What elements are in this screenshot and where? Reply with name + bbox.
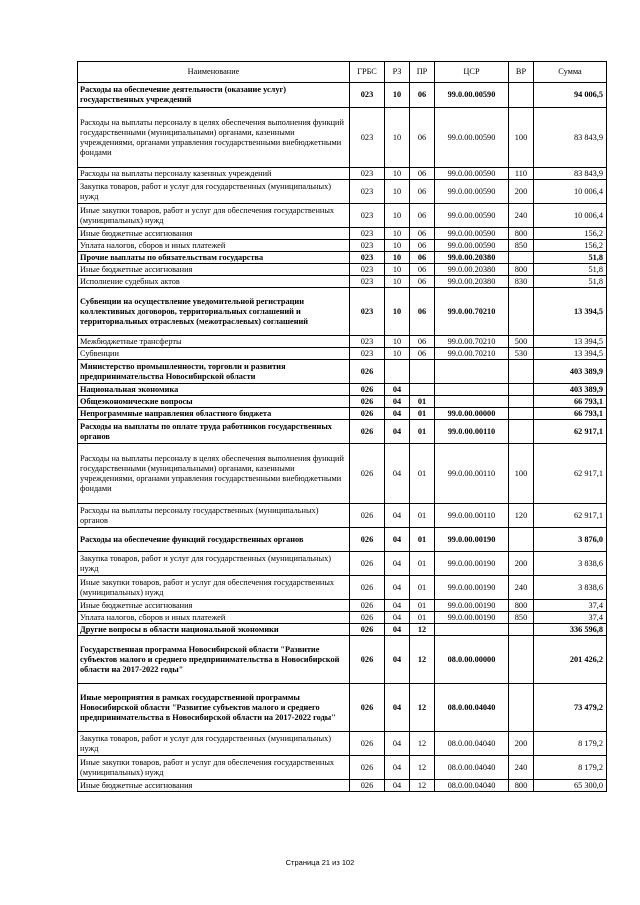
cell-pr: 01 (410, 408, 435, 420)
cell-grbs: 026 (350, 528, 385, 552)
cell-name: Расходы на обеспечение функций государственных органов (78, 528, 350, 552)
cell-sum: 403 389,9 (534, 384, 607, 396)
cell-grbs: 023 (350, 264, 385, 276)
cell-csr: 08.0.00.04040 (435, 732, 509, 756)
cell-sum: 156,2 (534, 240, 607, 252)
cell-sum: 51,8 (534, 276, 607, 288)
cell-rz: 04 (385, 504, 410, 528)
cell-vr: 800 (509, 600, 534, 612)
cell-sum: 8 179,2 (534, 756, 607, 780)
cell-sum: 10 006,4 (534, 204, 607, 228)
table-row (78, 168, 607, 180)
cell-rz: 04 (385, 684, 410, 732)
budget-table-container (77, 61, 606, 792)
cell-rz: 04 (385, 444, 410, 504)
cell-pr: 06 (410, 288, 435, 336)
budget-table (77, 61, 607, 792)
table-row (78, 684, 607, 732)
cell-rz: 10 (385, 288, 410, 336)
cell-rz (385, 360, 410, 384)
cell-vr: 800 (509, 264, 534, 276)
cell-rz: 10 (385, 83, 410, 108)
cell-grbs: 023 (350, 240, 385, 252)
cell-pr: 06 (410, 252, 435, 264)
cell-csr: 99.0.00.00590 (435, 83, 509, 108)
cell-csr: 99.0.00.00590 (435, 204, 509, 228)
cell-csr: 99.0.00.20380 (435, 252, 509, 264)
table-row (78, 204, 607, 228)
cell-csr: 99.0.00.20380 (435, 264, 509, 276)
cell-rz: 04 (385, 420, 410, 444)
cell-vr: 850 (509, 240, 534, 252)
cell-name: Общеэкономические вопросы (78, 396, 350, 408)
cell-csr: 99.0.00.70210 (435, 288, 509, 336)
table-row (78, 360, 607, 384)
cell-pr: 01 (410, 612, 435, 624)
table-row (78, 288, 607, 336)
cell-sum: 3 876,0 (534, 528, 607, 552)
cell-name: Национальная экономика (78, 384, 350, 396)
cell-vr: 240 (509, 756, 534, 780)
cell-name: Уплата налогов, сборов и иных платежей (78, 612, 350, 624)
cell-vr (509, 288, 534, 336)
cell-name: Иные закупки товаров, работ и услуг для обеспечения государственных (муниципальных) нужд (78, 576, 350, 600)
cell-rz: 10 (385, 168, 410, 180)
table-row (78, 264, 607, 276)
cell-grbs: 026 (350, 396, 385, 408)
table-row (78, 504, 607, 528)
table-body (78, 83, 607, 792)
cell-name: Закупка товаров, работ и услуг для государственных (муниципальных) нужд (78, 552, 350, 576)
cell-pr: 06 (410, 336, 435, 348)
cell-name: Уплата налогов, сборов и иных платежей (78, 240, 350, 252)
cell-vr: 800 (509, 780, 534, 792)
cell-csr: 99.0.00.70210 (435, 348, 509, 360)
table-header-row (78, 62, 607, 83)
header-vr: ВР (509, 62, 534, 83)
cell-sum: 13 394,5 (534, 336, 607, 348)
cell-grbs: 026 (350, 360, 385, 384)
page-number: Страница 21 из 102 (285, 858, 355, 867)
cell-sum: 403 389,9 (534, 360, 607, 384)
cell-rz: 04 (385, 600, 410, 612)
cell-pr: 06 (410, 264, 435, 276)
cell-pr: 01 (410, 396, 435, 408)
cell-grbs: 026 (350, 408, 385, 420)
cell-sum: 13 394,5 (534, 348, 607, 360)
cell-grbs: 023 (350, 348, 385, 360)
cell-csr: 99.0.00.00590 (435, 180, 509, 204)
cell-sum: 51,8 (534, 252, 607, 264)
cell-name: Расходы на выплаты персоналу в целях обеспечения выполнения функций государственными (муниципальными) органами, казенными учреждениями, органами управления государственными внебюджетными фондами (78, 444, 350, 504)
cell-name: Иные бюджетные ассигнования (78, 228, 350, 240)
cell-rz: 10 (385, 108, 410, 168)
cell-name: Расходы на выплаты персоналу казенных учреждений (78, 168, 350, 180)
cell-name: Межбюджетные трансферты (78, 336, 350, 348)
cell-csr: 99.0.00.00590 (435, 108, 509, 168)
table-row (78, 384, 607, 396)
table-row (78, 83, 607, 108)
cell-sum: 66 793,1 (534, 396, 607, 408)
cell-grbs: 023 (350, 168, 385, 180)
table-row (78, 576, 607, 600)
cell-csr: 99.0.00.00190 (435, 612, 509, 624)
cell-sum: 62 917,1 (534, 420, 607, 444)
cell-vr: 530 (509, 348, 534, 360)
cell-csr (435, 384, 509, 396)
cell-grbs: 026 (350, 576, 385, 600)
cell-grbs: 023 (350, 180, 385, 204)
cell-grbs: 026 (350, 444, 385, 504)
cell-name: Субвенции (78, 348, 350, 360)
table-row (78, 408, 607, 420)
cell-pr: 06 (410, 168, 435, 180)
cell-sum: 3 838,6 (534, 576, 607, 600)
cell-sum: 8 179,2 (534, 732, 607, 756)
cell-sum: 201 426,2 (534, 636, 607, 684)
cell-name: Исполнение судебных актов (78, 276, 350, 288)
cell-pr: 01 (410, 504, 435, 528)
cell-vr (509, 83, 534, 108)
cell-grbs: 023 (350, 252, 385, 264)
cell-sum: 10 006,4 (534, 180, 607, 204)
cell-csr (435, 360, 509, 384)
cell-sum: 94 006,5 (534, 83, 607, 108)
cell-vr: 100 (509, 108, 534, 168)
cell-grbs: 026 (350, 612, 385, 624)
table-row (78, 420, 607, 444)
table-row (78, 180, 607, 204)
cell-sum: 83 843,9 (534, 168, 607, 180)
cell-sum: 156,2 (534, 228, 607, 240)
cell-name: Закупка товаров, работ и услуг для государственных (муниципальных) нужд (78, 180, 350, 204)
cell-pr: 12 (410, 780, 435, 792)
cell-vr: 200 (509, 732, 534, 756)
cell-rz: 04 (385, 732, 410, 756)
cell-rz: 10 (385, 240, 410, 252)
cell-name: Государственная программа Новосибирской области "Развитие субъектов малого и среднего предпринимательства в Новосибирской области на 2017-2022 годы" (78, 636, 350, 684)
cell-name: Прочие выплаты по обязательствам государства (78, 252, 350, 264)
cell-grbs: 023 (350, 108, 385, 168)
header-pr: ПР (410, 62, 435, 83)
cell-csr: 08.0.00.04040 (435, 780, 509, 792)
cell-grbs: 026 (350, 732, 385, 756)
cell-pr: 06 (410, 204, 435, 228)
cell-name: Закупка товаров, работ и услуг для государственных (муниципальных) нужд (78, 732, 350, 756)
cell-pr (410, 384, 435, 396)
cell-rz: 10 (385, 264, 410, 276)
cell-rz: 10 (385, 228, 410, 240)
cell-rz: 10 (385, 252, 410, 264)
cell-pr: 01 (410, 552, 435, 576)
cell-pr: 06 (410, 240, 435, 252)
cell-vr: 240 (509, 204, 534, 228)
cell-pr: 01 (410, 444, 435, 504)
cell-pr: 06 (410, 228, 435, 240)
cell-name: Иные закупки товаров, работ и услуг для обеспечения государственных (муниципальных) нужд (78, 204, 350, 228)
cell-vr: 240 (509, 576, 534, 600)
cell-pr: 01 (410, 600, 435, 612)
cell-sum: 66 793,1 (534, 408, 607, 420)
cell-rz: 10 (385, 204, 410, 228)
cell-name: Министерство промышленности, торговли и развития предпринимательства Новосибирской области (78, 360, 350, 384)
cell-rz: 04 (385, 756, 410, 780)
cell-csr: 99.0.00.00590 (435, 228, 509, 240)
cell-name: Другие вопросы в области национальной экономики (78, 624, 350, 636)
cell-csr: 99.0.00.00110 (435, 420, 509, 444)
cell-grbs: 023 (350, 228, 385, 240)
cell-vr: 500 (509, 336, 534, 348)
cell-pr: 06 (410, 348, 435, 360)
cell-vr (509, 684, 534, 732)
cell-sum: 336 596,8 (534, 624, 607, 636)
cell-vr: 800 (509, 228, 534, 240)
table-row (78, 336, 607, 348)
cell-grbs: 026 (350, 636, 385, 684)
cell-pr: 12 (410, 756, 435, 780)
cell-pr: 12 (410, 636, 435, 684)
cell-rz: 04 (385, 396, 410, 408)
cell-pr: 01 (410, 528, 435, 552)
cell-sum: 13 394,5 (534, 288, 607, 336)
cell-rz: 04 (385, 408, 410, 420)
cell-csr (435, 624, 509, 636)
cell-vr (509, 360, 534, 384)
cell-vr: 830 (509, 276, 534, 288)
cell-pr: 06 (410, 276, 435, 288)
cell-rz: 10 (385, 348, 410, 360)
cell-pr: 06 (410, 180, 435, 204)
cell-vr: 200 (509, 552, 534, 576)
table-row (78, 636, 607, 684)
cell-sum: 73 479,2 (534, 684, 607, 732)
cell-csr: 99.0.00.00190 (435, 528, 509, 552)
cell-grbs: 026 (350, 624, 385, 636)
cell-csr: 08.0.00.04040 (435, 756, 509, 780)
cell-grbs: 026 (350, 600, 385, 612)
cell-sum: 37,4 (534, 600, 607, 612)
cell-csr (435, 396, 509, 408)
cell-pr: 12 (410, 684, 435, 732)
cell-rz: 10 (385, 180, 410, 204)
cell-vr (509, 528, 534, 552)
cell-vr (509, 420, 534, 444)
cell-vr (509, 408, 534, 420)
cell-rz: 04 (385, 780, 410, 792)
cell-name: Иные закупки товаров, работ и услуг для обеспечения государственных (муниципальных) нужд (78, 756, 350, 780)
cell-csr: 99.0.00.20380 (435, 276, 509, 288)
table-row (78, 600, 607, 612)
cell-pr: 12 (410, 732, 435, 756)
table-row (78, 756, 607, 780)
cell-csr: 99.0.00.00590 (435, 240, 509, 252)
table-row (78, 228, 607, 240)
table-row (78, 612, 607, 624)
cell-vr (509, 396, 534, 408)
cell-grbs: 023 (350, 336, 385, 348)
table-row (78, 552, 607, 576)
cell-vr (509, 384, 534, 396)
cell-rz: 04 (385, 552, 410, 576)
cell-sum: 62 917,1 (534, 444, 607, 504)
cell-grbs: 023 (350, 276, 385, 288)
cell-pr: 01 (410, 576, 435, 600)
cell-name: Иные бюджетные ассигнования (78, 264, 350, 276)
cell-name: Иные мероприятия в рамках государственной программы Новосибирской области "Развитие субъектов малого и среднего предпринимательства в Новосибирской области на 2017-2022 годы" (78, 684, 350, 732)
cell-csr: 99.0.00.00190 (435, 576, 509, 600)
cell-vr: 100 (509, 444, 534, 504)
cell-grbs: 026 (350, 504, 385, 528)
cell-rz: 04 (385, 636, 410, 684)
table-row (78, 276, 607, 288)
table-row (78, 240, 607, 252)
cell-sum: 3 838,6 (534, 552, 607, 576)
cell-rz: 10 (385, 336, 410, 348)
cell-csr: 99.0.00.00190 (435, 552, 509, 576)
cell-pr: 06 (410, 83, 435, 108)
header-rz: РЗ (385, 62, 410, 83)
cell-pr: 12 (410, 624, 435, 636)
header-name: Наименование (78, 62, 350, 83)
cell-csr: 99.0.00.00590 (435, 168, 509, 180)
table-row (78, 780, 607, 792)
cell-sum: 83 843,9 (534, 108, 607, 168)
cell-pr: 06 (410, 108, 435, 168)
header-sum: Сумма (534, 62, 607, 83)
cell-name: Непрограммные направления областного бюджета (78, 408, 350, 420)
cell-csr: 08.0.00.00000 (435, 636, 509, 684)
cell-name: Расходы на обеспечение деятельности (оказание услуг) государственных учреждений (78, 83, 350, 108)
cell-vr: 120 (509, 504, 534, 528)
cell-grbs: 026 (350, 684, 385, 732)
cell-grbs: 026 (350, 384, 385, 396)
cell-vr: 200 (509, 180, 534, 204)
cell-name: Расходы на выплаты персоналу государственных (муниципальных) органов (78, 504, 350, 528)
cell-sum: 51,8 (534, 264, 607, 276)
cell-grbs: 026 (350, 420, 385, 444)
cell-rz: 04 (385, 384, 410, 396)
cell-vr (509, 624, 534, 636)
table-row (78, 528, 607, 552)
cell-rz: 04 (385, 624, 410, 636)
cell-grbs: 026 (350, 552, 385, 576)
cell-rz: 10 (385, 276, 410, 288)
cell-csr: 99.0.00.00000 (435, 408, 509, 420)
cell-grbs: 023 (350, 288, 385, 336)
cell-grbs: 023 (350, 204, 385, 228)
table-row (78, 348, 607, 360)
cell-grbs: 023 (350, 83, 385, 108)
cell-vr (509, 252, 534, 264)
cell-vr: 110 (509, 168, 534, 180)
header-grbs: ГРБС (350, 62, 385, 83)
table-row (78, 396, 607, 408)
table-row (78, 108, 607, 168)
cell-sum: 62 917,1 (534, 504, 607, 528)
cell-sum: 37,4 (534, 612, 607, 624)
cell-csr: 99.0.00.00190 (435, 600, 509, 612)
cell-csr: 99.0.00.00110 (435, 444, 509, 504)
cell-pr (410, 360, 435, 384)
table-row (78, 732, 607, 756)
cell-csr: 99.0.00.70210 (435, 336, 509, 348)
cell-rz: 04 (385, 528, 410, 552)
table-row (78, 624, 607, 636)
cell-pr: 01 (410, 420, 435, 444)
table-row (78, 444, 607, 504)
cell-name: Расходы на выплаты по оплате труда работников государственных органов (78, 420, 350, 444)
table-row (78, 252, 607, 264)
header-csr: ЦСР (435, 62, 509, 83)
cell-name: Расходы на выплаты персоналу в целях обеспечения выполнения функций государственными (муниципальными) органами, казенными учреждениями, органами управления государственными внебюджетными фондами (78, 108, 350, 168)
cell-sum: 65 300,0 (534, 780, 607, 792)
cell-vr: 850 (509, 612, 534, 624)
cell-name: Иные бюджетные ассигнования (78, 780, 350, 792)
cell-vr (509, 636, 534, 684)
cell-grbs: 026 (350, 756, 385, 780)
cell-grbs: 026 (350, 780, 385, 792)
cell-name: Субвенции на осуществление уведомительной регистрации коллективных договоров, территориальных соглашений и территориальных отраслевых (межотраслевых) соглашений (78, 288, 350, 336)
cell-rz: 04 (385, 612, 410, 624)
cell-csr: 08.0.00.04040 (435, 684, 509, 732)
cell-rz: 04 (385, 576, 410, 600)
cell-name: Иные бюджетные ассигнования (78, 600, 350, 612)
cell-csr: 99.0.00.00110 (435, 504, 509, 528)
